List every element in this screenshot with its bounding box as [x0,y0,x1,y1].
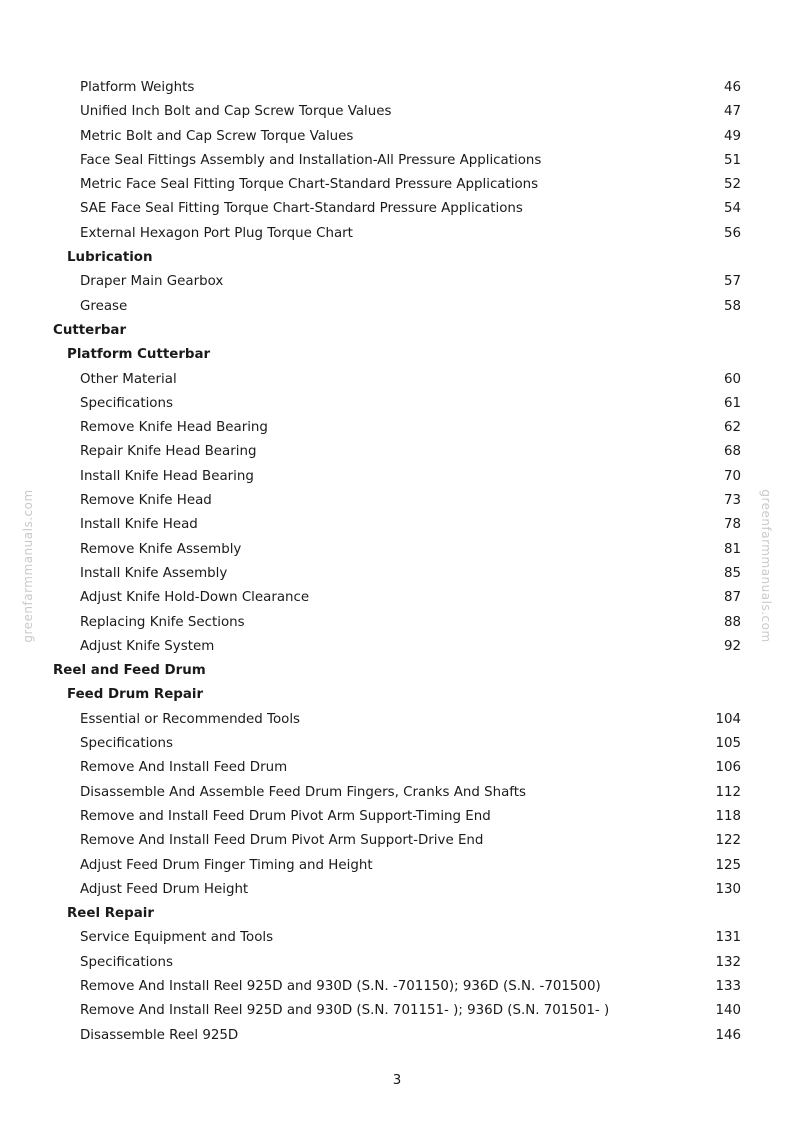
toc-entry-page-number: 51 [723,152,741,168]
toc-entry[interactable] [0,926,794,950]
toc-entry[interactable] [0,635,794,659]
toc-entry-page-number: 46 [723,80,741,95]
toc-entry-title: Install Knife Head [80,517,198,533]
toc-entry-title: Reel Repair [67,906,154,922]
toc-entry-page-number: 132 [715,954,741,970]
toc-entry-page-number: 47 [723,104,741,120]
toc-entry-title: Repair Knife Head Bearing [80,444,257,460]
toc-entry-title: Specifications [80,736,173,752]
toc-entry-title: Remove Knife Assembly [80,541,242,557]
toc-entry-page-number: 140 [715,1003,741,1019]
toc-entry[interactable] [0,951,794,975]
toc-entry-page-number: 125 [715,857,741,873]
watermark-right-text: greenfarmmanuals.com [759,489,773,643]
watermark-left-text: greenfarmmanuals.com [21,489,35,643]
toc-entry-page-number: 57 [723,274,741,290]
toc-entry-title: Remove And Install Feed Drum [80,760,288,776]
toc-entry-page-number: 92 [723,638,741,654]
toc-entry[interactable] [0,368,794,392]
toc-entry-title: Remove And Install Feed Drum Pivot Arm Support-Drive End [80,833,484,849]
toc-entry-title: Metric Face Seal Fitting Torque Chart-Standard Pressure Applications [80,177,539,193]
toc-entry[interactable] [0,805,794,829]
toc-entry[interactable] [0,975,794,999]
toc-entry-page-number: 130 [715,881,741,897]
toc-entry-page-number: 56 [723,225,741,241]
toc-entry-title: Unified Inch Bolt and Cap Screw Torque Values [80,104,392,120]
toc-entry-title: Remove and Install Feed Drum Pivot Arm Support-Timing End [80,808,491,824]
toc-entry-page-number: 105 [715,736,741,752]
toc-entry-title: Platform Cutterbar [67,347,211,363]
toc-entry-title: Remove Knife Head [80,493,212,509]
toc-entry[interactable] [0,1024,794,1048]
toc-entry[interactable] [0,125,794,149]
toc-entry-title: Platform Weights [80,80,195,95]
toc-entry[interactable] [0,440,794,464]
toc-entry[interactable] [0,829,794,853]
toc-entry[interactable] [0,999,794,1023]
toc-entry-title: Grease [80,298,128,314]
toc-subsection-heading [0,683,794,707]
toc-entry-title: Service Equipment and Tools [80,930,274,946]
toc-section-heading [0,659,794,683]
toc-entry-title: Specifications [80,954,173,970]
toc-entry[interactable] [0,756,794,780]
toc-entry-title: Disassemble And Assemble Feed Drum Fingers, Cranks And Shafts [80,784,526,800]
toc-entry[interactable] [0,222,794,246]
toc-entry[interactable] [0,465,794,489]
toc-section-heading [0,319,794,343]
toc-entry[interactable] [0,489,794,513]
toc-entry-page-number: 88 [723,614,741,630]
toc-entry-page-number: 70 [723,468,741,484]
toc-entry[interactable] [0,173,794,197]
toc-entry-page-number: 106 [715,760,741,776]
toc-entry-page-number: 62 [723,420,741,436]
toc-entry-page-number: 131 [715,930,741,946]
toc-entry-page-number: 81 [723,541,741,557]
toc-subsection-heading [0,246,794,270]
toc-entry-page-number: 146 [715,1027,741,1043]
toc-entry-title: Remove And Install Reel 925D and 930D (S.N. 701151- ); 936D (S.N. 701501- ) [80,1003,610,1019]
toc-entry-title: Disassemble Reel 925D [80,1027,239,1043]
toc-entry[interactable] [0,100,794,124]
toc-entry[interactable] [0,732,794,756]
toc-entry-page-number: 133 [715,978,741,994]
toc-entry[interactable] [0,76,794,100]
toc-entry-page-number: 73 [723,493,741,509]
toc-entry-page-number: 104 [715,711,741,727]
toc-entry-title: Specifications [80,395,173,411]
toc-entry-page-number: 58 [723,298,741,314]
toc-entry-page-number: 68 [723,444,741,460]
toc-entry-title: Reel and Feed Drum [53,663,206,679]
toc-entry[interactable] [0,562,794,586]
toc-entry-page-number: 112 [715,784,741,800]
toc-entry[interactable] [0,611,794,635]
page-number: 3 [392,1073,402,1088]
toc-entry[interactable] [0,197,794,221]
toc-entry[interactable] [0,538,794,562]
toc-entry-page-number: 118 [715,808,741,824]
toc-entry-page-number: 85 [723,565,741,581]
toc-entry-page-number: 49 [723,128,741,144]
toc-entry-title: Metric Bolt and Cap Screw Torque Values [80,128,354,144]
toc-entry-page-number: 61 [723,395,741,411]
table-of-contents [0,76,794,1048]
toc-entry-page-number: 87 [723,590,741,606]
toc-entry[interactable] [0,878,794,902]
toc-entry[interactable] [0,513,794,537]
toc-entry-title: Install Knife Head Bearing [80,468,254,484]
toc-subsection-heading [0,343,794,367]
toc-entry-title: Essential or Recommended Tools [80,711,301,727]
toc-entry-title: Adjust Knife System [80,638,215,654]
toc-entry-page-number: 60 [723,371,741,387]
toc-subsection-heading [0,902,794,926]
toc-entry[interactable] [0,586,794,610]
toc-entry-title: Remove Knife Head Bearing [80,420,268,436]
toc-entry-title: SAE Face Seal Fitting Torque Chart-Standard Pressure Applications [80,201,523,217]
toc-entry-title: Remove And Install Reel 925D and 930D (S.N. -701150); 936D (S.N. -701500) [80,978,601,994]
toc-entry-page-number: 78 [723,517,741,533]
toc-entry-title: Replacing Knife Sections [80,614,245,630]
toc-entry-title: Cutterbar [53,322,127,338]
toc-entry-title: Other Material [80,371,177,387]
toc-entry-title: Feed Drum Repair [67,687,204,703]
toc-entry[interactable] [0,416,794,440]
toc-entry[interactable] [0,392,794,416]
toc-entry-title: Adjust Feed Drum Height [80,881,249,897]
toc-entry-title: Adjust Knife Hold-Down Clearance [80,590,310,606]
toc-entry[interactable] [0,781,794,805]
toc-entry[interactable] [0,708,794,732]
toc-entry-title: External Hexagon Port Plug Torque Chart [80,225,353,241]
toc-entry-title: Face Seal Fittings Assembly and Installation-All Pressure Applications [80,152,542,168]
toc-entry[interactable] [0,854,794,878]
toc-entry-page-number: 54 [723,201,741,217]
toc-entry[interactable] [0,295,794,319]
toc-entry[interactable] [0,270,794,294]
toc-entry-page-number: 122 [715,833,741,849]
toc-entry-title: Draper Main Gearbox [80,274,224,290]
toc-entry-title: Install Knife Assembly [80,565,228,581]
toc-entry-page-number: 52 [723,177,741,193]
toc-entry[interactable] [0,149,794,173]
toc-entry-title: Lubrication [67,250,153,266]
toc-entry-title: Adjust Feed Drum Finger Timing and Height [80,857,373,873]
